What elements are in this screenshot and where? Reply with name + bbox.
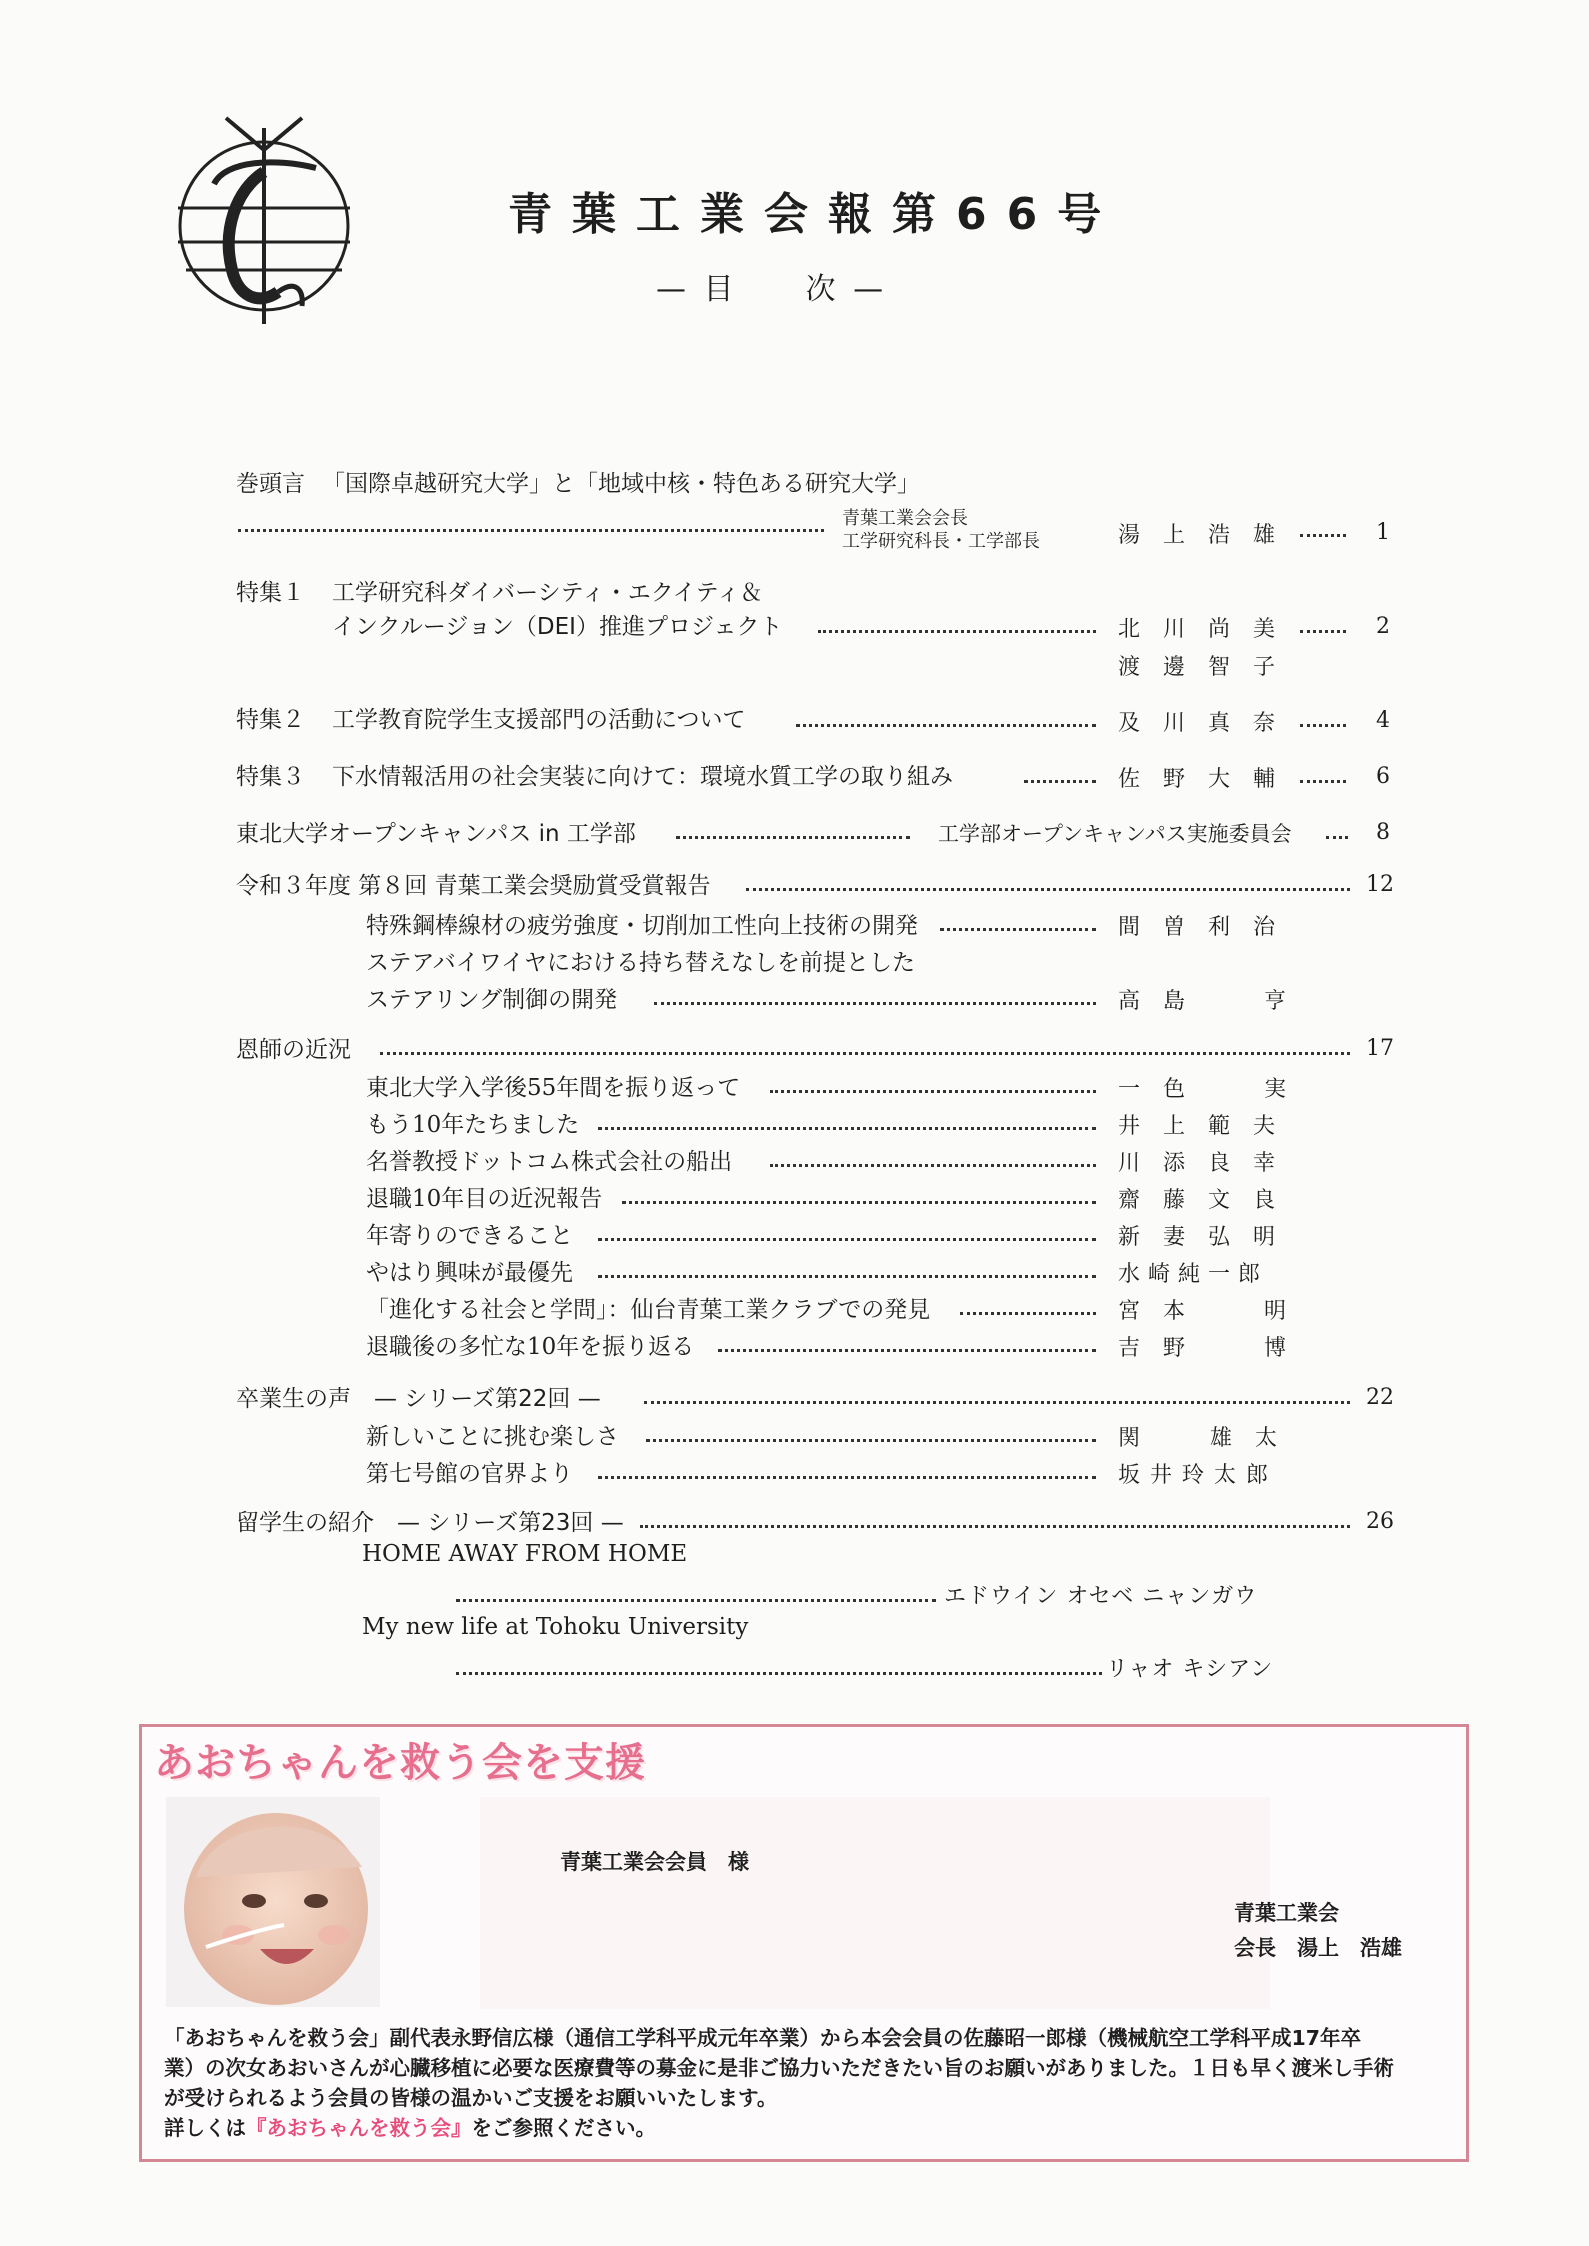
leader	[644, 1401, 1350, 1404]
toc-onshi-item-title: 退職10年目の近況報告	[366, 1186, 603, 1212]
toc-onshi-title: 恩師の近況	[236, 1037, 351, 1063]
toc-sotsugyousei-item-author: 関	[1118, 1426, 1164, 1451]
toc-tokushu3-author: 佐野大輔	[1118, 767, 1299, 792]
toc-onshi-item-author: 水崎純一郎	[1118, 1262, 1269, 1287]
toc-tokushu3-label: 特集３	[236, 764, 305, 790]
toc-onshi-item-title: 年寄りのできること	[366, 1223, 573, 1249]
leader	[598, 1476, 1096, 1479]
leader	[622, 1201, 1096, 1204]
leader	[940, 928, 1096, 931]
toc-onshi-item-author-b: 実	[1264, 1077, 1310, 1102]
toc-onshi-item-author: 一色	[1118, 1077, 1209, 1102]
notice-recipient: 青葉工業会会員 様	[560, 1850, 749, 1874]
notice-body-line: 業）の次女あおいさんが心臓移植に必要な医療費等の募金に是非ご協力いただきたい旨のお願いがありました。１日も早く渡米し手術	[164, 2056, 1394, 2080]
notice-organization: 青葉工業会	[1234, 1901, 1339, 1925]
toc-ryuugakusei-item2-title: My new life at Tohoku University	[362, 1614, 749, 1640]
toc-onshi-item-title: 名誉教授ドットコム株式会社の船出	[366, 1149, 733, 1175]
toc-tokushu3-title: 下水情報活用の社会実装に向けて：環境水質工学の取り組み	[332, 764, 953, 790]
toc-onshi-item-title: 「進化する社会と学問」：仙台青葉工業クラブでの発見	[366, 1297, 931, 1323]
leader	[1300, 630, 1346, 633]
page-title: 青葉工業会報第66号	[508, 189, 1122, 240]
notice-body-line: が受けられるよう会員の皆様の温かいご支援をお願いいたします。	[164, 2086, 778, 2110]
notice-photo-background	[480, 1797, 1270, 2009]
toc-shoureishou-item2-author: 高島	[1118, 989, 1209, 1014]
toc-tokushu2-title: 工学教育院学生支援部門の活動について	[332, 707, 746, 733]
toc-tokushu1-author2: 渡邊智子	[1118, 655, 1299, 680]
leader	[1326, 836, 1348, 839]
baby-photo	[166, 1797, 380, 2007]
toc-onshi-item-title: 東北大学入学後55年間を振り返って	[366, 1075, 741, 1101]
toc-tokushu3-page: 6	[1376, 764, 1390, 789]
leader	[746, 888, 1350, 891]
toc-sotsugyousei-item-author: 坂井玲太郎	[1118, 1463, 1279, 1488]
leader	[818, 630, 1096, 633]
toc-sotsugyousei-item-author-b: 雄太	[1210, 1426, 1301, 1451]
leader	[654, 1002, 1096, 1005]
toc-sotsugyousei-item-title: 新しいことに挑む楽しさ	[366, 1424, 619, 1450]
toc-onshi-item-author: 新妻弘明	[1118, 1225, 1299, 1250]
toc-ryuugakusei-page: 26	[1366, 1509, 1394, 1534]
leader	[456, 1599, 936, 1602]
toc-sotsugyousei-item-title: 第七号館の官界より	[366, 1461, 573, 1487]
toc-tokushu2-page: 4	[1376, 708, 1390, 733]
toc-tokushu2-author: 及川真奈	[1118, 711, 1299, 736]
toc-shoureishou-page: 12	[1366, 872, 1394, 897]
toc-sotsugyousei-title: 卒業生の声 — シリーズ第22回 —	[236, 1386, 601, 1412]
toc-shoureishou-item2-title1: ステアバイワイヤにおける持ち替えなしを前提とした	[366, 950, 916, 976]
toc-onshi-item-author: 吉野	[1118, 1336, 1209, 1361]
leader	[598, 1238, 1096, 1241]
aoba-logo	[166, 110, 362, 342]
toc-shoureishou-item1-title: 特殊鋼棒線材の疲労強度・切削加工性向上技術の開発	[366, 913, 918, 939]
leader	[456, 1672, 1102, 1675]
notice-more-suffix: をご参照ください。	[471, 2116, 656, 2140]
leader	[1300, 534, 1346, 537]
toc-onshi-page: 17	[1366, 1036, 1394, 1061]
notice-president: 会長 湯上 浩雄	[1234, 1936, 1402, 1960]
toc-kantou-role2: 工学研究科長・工学部長	[842, 531, 1040, 552]
leader	[598, 1127, 1096, 1130]
toc-ryuugakusei-item1-title: HOME AWAY FROM HOME	[362, 1541, 688, 1567]
toc-kantou-page: 1	[1376, 520, 1390, 545]
leader	[380, 1052, 1350, 1055]
leader	[960, 1312, 1096, 1315]
toc-ryuugakusei-item2-author: リャオ キシアン	[1106, 1657, 1274, 1682]
toc-tokushu2-label: 特集２	[236, 707, 305, 733]
leader	[718, 1349, 1096, 1352]
toc-shoureishou-item1-author: 間曽利治	[1118, 915, 1299, 940]
leader	[770, 1090, 1096, 1093]
leader	[646, 1439, 1096, 1442]
toc-tokushu1-label: 特集１	[236, 580, 305, 606]
toc-onshi-item-author-b: 博	[1264, 1336, 1310, 1361]
toc-kantou-author: 湯上浩雄	[1118, 523, 1299, 548]
toc-kantou-role1: 青葉工業会会長	[842, 508, 968, 529]
toc-onshi-item-title: やはり興味が最優先	[366, 1260, 573, 1286]
notice-more-prefix: 詳しくは	[164, 2116, 246, 2140]
toc-onshi-item-author: 齋藤文良	[1118, 1188, 1299, 1213]
notice-box	[139, 1724, 1469, 2162]
toc-tokushu1-title2: インクルージョン（DEI）推進プロジェクト	[332, 614, 783, 640]
toc-opencampus-title: 東北大学オープンキャンパス in 工学部	[236, 821, 636, 847]
leader	[770, 1164, 1096, 1167]
toc-shoureishou-item2-title2: ステアリング制御の開発	[366, 987, 618, 1013]
toc-kantou-label: 巻頭言	[236, 471, 305, 497]
toc-onshi-item-title: 退職後の多忙な10年を振り返る	[366, 1334, 695, 1360]
toc-onshi-item-author: 川添良幸	[1118, 1151, 1299, 1176]
leader	[676, 836, 910, 839]
toc-onshi-item-title: もう10年たちました	[366, 1112, 580, 1138]
toc-tokushu1-page: 2	[1376, 614, 1390, 639]
toc-ryuugakusei-title: 留学生の紹介 — シリーズ第23回 —	[236, 1510, 624, 1536]
leader	[598, 1275, 1096, 1278]
toc-onshi-item-author-b: 明	[1264, 1299, 1310, 1324]
notice-title: あおちゃんを救う会を支援	[154, 1740, 646, 1786]
toc-shoureishou-title: 令和３年度 第８回 青葉工業会奨励賞受賞報告	[236, 873, 711, 899]
toc-tokushu1-author1: 北川尚美	[1118, 617, 1299, 642]
toc-kantou-title: 「国際卓越研究大学」と「地域中核・特色ある研究大学」	[322, 471, 920, 497]
toc-onshi-item-author: 井上範夫	[1118, 1114, 1299, 1139]
page-subtitle: — 目 次 —	[656, 272, 888, 307]
leader	[1300, 780, 1346, 783]
leader	[238, 529, 824, 532]
leader	[796, 724, 1096, 727]
toc-tokushu1-title1: 工学研究科ダイバーシティ・エクイティ＆	[332, 580, 763, 606]
toc-ryuugakusei-item1-author: エドウイン オセベ ニャンガウ	[944, 1584, 1258, 1609]
notice-link[interactable]: 『あおちゃんを救う会』	[246, 2116, 472, 2140]
notice-body-line	[164, 2111, 656, 2141]
toc-opencampus-page: 8	[1376, 820, 1390, 845]
toc-opencampus-author: 工学部オープンキャンパス実施委員会	[938, 822, 1292, 846]
toc-onshi-item-author: 宮本	[1118, 1299, 1209, 1324]
notice-body-line: 「あおちゃんを救う会」副代表永野信広様（通信工学科平成元年卒業）から本会会員の佐藤昭一郎様（機械航空工学科平成17年卒	[164, 2026, 1362, 2050]
toc-shoureishou-item2-author-b: 亨	[1264, 989, 1310, 1014]
leader	[1024, 780, 1096, 783]
leader	[1300, 724, 1346, 727]
leader	[640, 1525, 1350, 1528]
toc-sotsugyousei-page: 22	[1366, 1385, 1394, 1410]
